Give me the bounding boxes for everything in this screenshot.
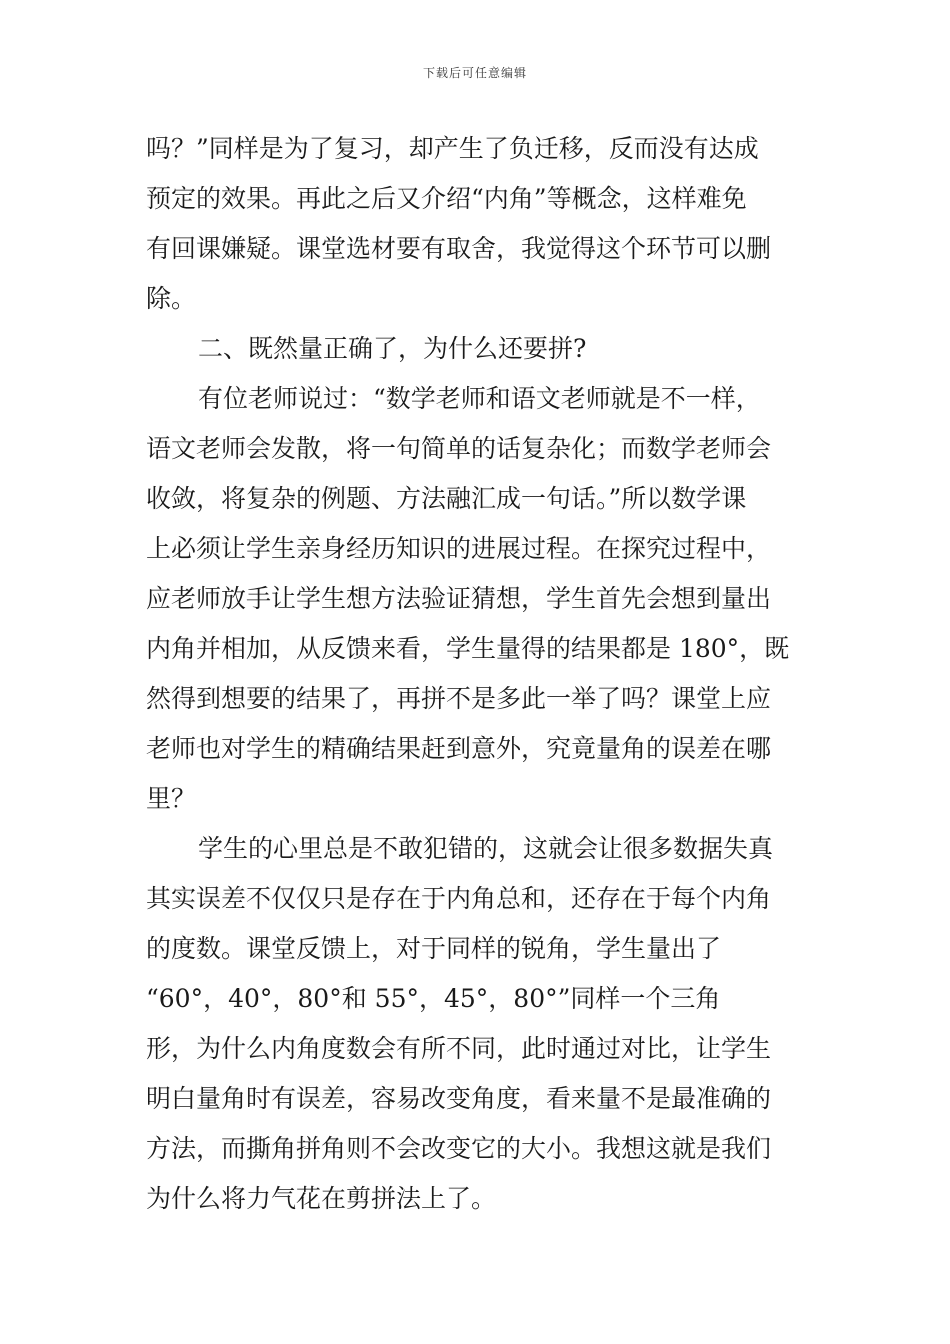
- section-heading: [146, 324, 810, 374]
- text-line: 上必须让学生亲身经历知识的进展过程。在探究过程中，: [146, 534, 772, 563]
- text-line: 语文老师会发散，将一句简单的话复杂化；而数学老师会: [146, 434, 772, 463]
- text-line: 里？: [146, 784, 197, 813]
- text-line: 学生的心里总是不敢犯错的，这就会让很多数据失真: [198, 834, 774, 863]
- paragraph-3: [146, 824, 810, 1224]
- text-line: 老师也对学生的精确结果赶到意外，究竟量角的误差在哪: [146, 734, 772, 763]
- text-line: 然得到想要的结果了，再拼不是多此一举了吗？课堂上应: [146, 684, 772, 713]
- text-line: 内角并相加，从反馈来看，学生量得的结果都是 180°，既: [146, 634, 790, 663]
- text-line: 有回课嫌疑。课堂选材要有取舍，我觉得这个环节可以删: [146, 234, 772, 263]
- text-line: 应老师放手让学生想方法验证猜想，学生首先会想到量出: [146, 584, 772, 613]
- text-line: 方法，而撕角拼角则不会改变它的大小。我想这就是我们: [146, 1134, 772, 1163]
- text-line: 明白量角时有误差，容易改变角度，看来量不是最准确的: [146, 1084, 772, 1113]
- text-line: 预定的效果。再此之后又介绍“内角”等概念，这样难免: [146, 184, 747, 213]
- heading-text: 二、既然量正确了，为什么还要拼?: [198, 334, 587, 363]
- text-line: 有位老师说过：“数学老师和语文老师就是不一样，: [198, 384, 761, 413]
- paragraph-1: [146, 124, 810, 324]
- text-line: 形，为什么内角度数会有所不同，此时通过对比，让学生: [146, 1034, 772, 1063]
- text-line: 除。: [146, 284, 197, 313]
- text-line: 吗？”同样是为了复习，却产生了负迁移，反而没有达成: [146, 134, 759, 163]
- text-line: “60°，40°，80°和 55°，45°，80°”同样一个三角: [146, 984, 721, 1013]
- text-line: 其实误差不仅仅只是存在于内角总和，还存在于每个内角: [146, 884, 772, 913]
- paragraph-2: [146, 374, 810, 824]
- text-line: 的度数。课堂反馈上，对于同样的锐角，学生量出了: [146, 934, 722, 963]
- page-header: 下载后可任意编辑: [422, 66, 527, 80]
- document-body: [146, 124, 810, 1224]
- text-line: 收敛，将复杂的例题、方法融汇成一句话。”所以数学课: [146, 484, 747, 513]
- text-line: 为什么将力气花在剪拼法上了。: [146, 1184, 497, 1213]
